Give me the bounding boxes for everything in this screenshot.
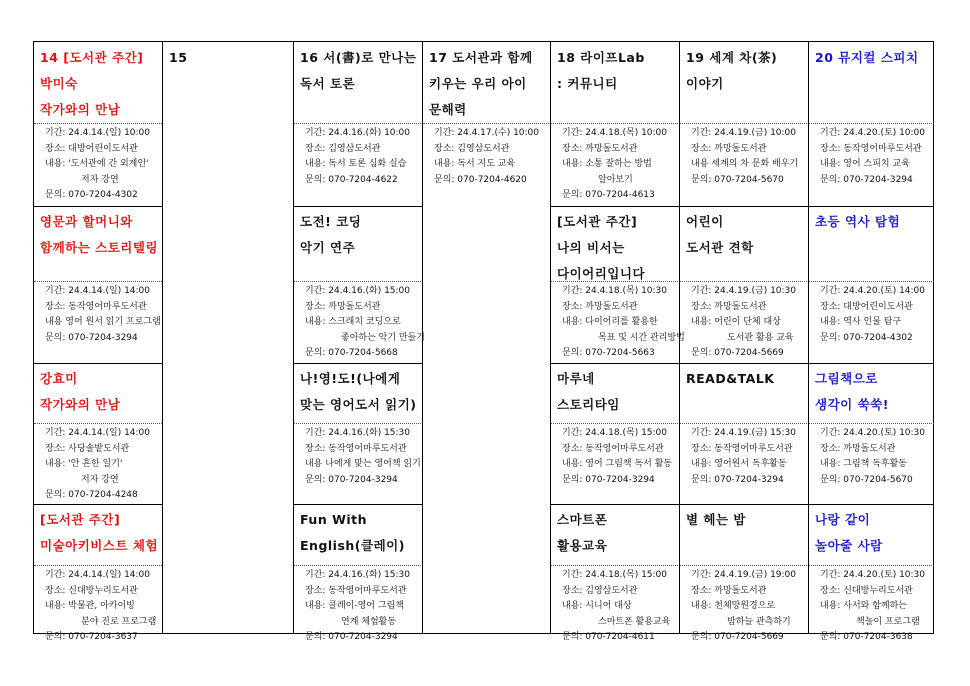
- event-title: [680, 363, 809, 392]
- event-title: [809, 206, 934, 235]
- event-title-line: 영문과 할머니와: [40, 214, 133, 229]
- event-detail-line: 문의: 070-7204-4622: [305, 174, 398, 185]
- event-detail-line: 내용: '도서관에 간 외계인': [45, 159, 149, 169]
- event-title-line: [도서관 주간]: [40, 512, 121, 527]
- event-detail-line: 기간: 24.4.18.(목) 10:30: [562, 286, 668, 296]
- event-detail-line: 기간: 24.4.20.(토) 10:30: [820, 570, 926, 580]
- event-detail-line: 문의: 070-7204-4302: [820, 332, 913, 343]
- event-detail-line: 기간: 24.4.18.(목) 15:00: [562, 428, 668, 438]
- event-detail-line: 내용 영어 원서 읽기 프로그램: [45, 317, 161, 327]
- event-title: [294, 504, 423, 559]
- event-details: [809, 123, 934, 206]
- event-detail-line: 내용: 역사 인물 탐구: [820, 317, 902, 327]
- event-title-line: 스토리타임: [557, 397, 620, 412]
- event-detail-line: 장소: 동작영어마루도서관: [45, 301, 147, 312]
- event-title: [294, 206, 423, 261]
- event-detail-line: 문의: 070-7204-3638: [820, 632, 913, 642]
- event-title-line: 함께하는 스토리텔링: [40, 240, 159, 255]
- event-title: [34, 206, 162, 261]
- event-title: [680, 42, 809, 97]
- day-column-tue: [293, 42, 425, 642]
- event-detail-line: 장소: 동작영어마루도서관: [820, 143, 922, 154]
- event-title: [34, 42, 162, 123]
- event-title-line: Fun With: [300, 512, 368, 527]
- event-detail-line: 문의: 070-7204-3294: [45, 332, 138, 343]
- event-details: [680, 423, 809, 504]
- event-title-line: 14 [도서관 주간]: [40, 50, 144, 65]
- day-column-fri: [679, 42, 809, 642]
- event-detail-line: 책놀이 프로그램: [856, 616, 920, 627]
- event-detail-line: 내용: 독서 지도 교육: [434, 159, 516, 169]
- event-title-line: 작가와의 만남: [40, 397, 121, 412]
- event-detail-line: 내용 세계의 차 문화 배우기: [691, 159, 799, 169]
- event-detail-line: 장소: 까망돌도서관: [562, 301, 638, 312]
- event-detail-line: 문의: 070-7204-5669: [691, 348, 784, 358]
- event-detail-line: 문의: 070-7204-3637: [45, 632, 138, 642]
- event-detail-line: 장소: 김영삼도서관: [562, 585, 638, 596]
- event-title-line: 초등 역사 탐험: [815, 214, 901, 229]
- event-detail-line: 문의: 070-7204-4248: [45, 490, 138, 500]
- event-title: [551, 206, 680, 287]
- event-detail-line: 문의: 070-7204-3294: [691, 474, 784, 485]
- event-title-line: 미술아키비스트 체험: [40, 538, 159, 553]
- event-detail-line: 장소: 동작영어마루도서관: [305, 443, 407, 454]
- event-title-line: 맞는 영어도서 읽기): [300, 397, 417, 412]
- event-detail-line: 내용: 영어 스피치 교육: [820, 159, 910, 169]
- event-detail-line: 기간: 24.4.16.(화) 15:00: [305, 286, 411, 296]
- event-title-line: 키우는 우리 아이: [429, 76, 527, 91]
- event-detail-line: 내용: 시니어 대상: [562, 601, 632, 611]
- event-detail-line: 기간: 24.4.20.(토) 10:00: [820, 128, 926, 138]
- event-detail-line: 내용: 천체망원경으로: [691, 601, 776, 611]
- event-detail-line: 기간: 24.4.14.(일) 14:00: [45, 570, 151, 580]
- event-title-line: 독서 토론: [300, 76, 356, 91]
- event-detail-line: 내용: 클레이-영어 그림책: [305, 601, 404, 611]
- event-title-line: 문해력: [429, 102, 467, 117]
- event-title-line: 놀아줄 사람: [815, 538, 883, 553]
- event-detail-line: 기간: 24.4.20.(토) 10:30: [820, 428, 926, 438]
- event-title: [423, 42, 551, 123]
- event-detail-line: 장소: 동작영어마루도서관: [691, 443, 793, 454]
- event-detail-line: 문의: 070-7204-5663: [562, 348, 655, 358]
- event-detail-line: 연계 체험활동: [341, 616, 397, 627]
- event-detail-line: 장소: 김영삼도서관: [305, 143, 381, 154]
- event-title-line: 19 세계 차(茶): [686, 50, 778, 65]
- event-detail-line: 장소: 김영삼도서관: [434, 143, 510, 154]
- event-details: [34, 565, 162, 642]
- day-column-thu: [550, 42, 685, 642]
- event-title-line: 박미숙: [40, 76, 78, 91]
- event-detail-line: 장소: 대방어린이도서관: [45, 143, 138, 154]
- day-column-mon: [162, 42, 294, 633]
- event-detail-line: 목표 및 시간 관리방법: [598, 332, 685, 343]
- event-detail-line: 문의: 070-7204-3294: [305, 632, 398, 642]
- event-title-line: 마루네: [557, 371, 595, 386]
- event-details: [34, 423, 162, 504]
- event-detail-line: 기간: 24.4.14.(일) 10:00: [45, 128, 151, 138]
- day-column-sat: [808, 42, 934, 642]
- event-detail-line: 밤하늘 관측하기: [727, 616, 791, 627]
- event-title: [680, 206, 809, 261]
- event-detail-line: 문의: 070-7204-4611: [562, 632, 655, 642]
- event-title-line: 악기 연주: [300, 240, 356, 255]
- event-title-line: 16 서(書)로 만나는: [300, 50, 417, 65]
- event-detail-line: 기간: 24.4.19.(금) 10:00: [691, 128, 797, 138]
- event-detail-line: 내용: 그림책 독후활동: [820, 459, 908, 469]
- event-title: [34, 363, 162, 418]
- event-detail-line: 장소: 까망돌도서관: [691, 585, 767, 596]
- event-details: [34, 123, 162, 206]
- event-detail-line: 장소: 까망돌도서관: [691, 143, 767, 154]
- event-detail-line: 장소: 신대방누리도서관: [45, 585, 138, 596]
- event-details: [680, 565, 809, 642]
- event-title-line: 나!영!도!(나에게: [300, 371, 401, 386]
- event-detail-line: 저자 강연: [81, 474, 119, 485]
- event-detail-line: 기간: 24.4.18.(목) 15:00: [562, 570, 668, 580]
- event-details: [551, 281, 685, 363]
- event-details: [551, 565, 680, 642]
- event-detail-line: 기간: 24.4.18.(목) 10:00: [562, 128, 668, 138]
- event-detail-line: 문의: 070-7204-3294: [820, 174, 913, 185]
- event-title-line: 강효미: [40, 371, 78, 386]
- event-title-line: 나랑 같이: [815, 512, 871, 527]
- event-title-line: 그림책으로: [815, 371, 878, 386]
- event-detail-line: 기간: 24.4.14.(일) 14:00: [45, 286, 151, 296]
- event-details: [551, 423, 680, 504]
- event-title-line: 생각이 쑥쑥!: [815, 397, 889, 412]
- event-detail-line: 내용: 다이어리를 활용한: [562, 317, 658, 327]
- event-detail-line: 기간: 24.4.19.(금) 10:30: [691, 286, 797, 296]
- event-detail-line: 기간: 24.4.16.(화) 15:30: [305, 570, 411, 580]
- event-detail-line: 장소: 까망돌도서관: [691, 301, 767, 312]
- event-detail-line: 장소: 까망돌도서관: [305, 301, 381, 312]
- event-details: [680, 281, 809, 363]
- event-detail-line: 기간: 24.4.16.(화) 15:30: [305, 428, 411, 438]
- day-column-sun: [34, 42, 162, 642]
- event-detail-line: 내용: '안 흔한 일기': [45, 459, 123, 469]
- event-details: [551, 123, 680, 206]
- event-title: [809, 42, 934, 71]
- event-detail-line: 내용: 독서 토론 심화 실습: [305, 159, 407, 169]
- event-title-line: 활용교육: [557, 538, 608, 553]
- event-title-line: English(클레이): [300, 538, 405, 553]
- event-title: [680, 504, 809, 533]
- event-title-line: 어린이: [686, 214, 724, 229]
- event-details: [294, 123, 423, 206]
- event-detail-line: 문의: 070-7204-3294: [305, 474, 398, 485]
- event-detail-line: 기간: 24.4.17.(수) 10:00: [434, 128, 540, 138]
- event-title-line: 도전! 코딩: [300, 214, 362, 229]
- event-detail-line: 문의: 070-7204-4620: [434, 174, 527, 185]
- event-title: [551, 42, 680, 97]
- event-details: [34, 281, 162, 363]
- event-detail-line: 장소: 동작영어마루도서관: [305, 585, 407, 596]
- event-detail-line: 문의: 070-7204-3294: [562, 474, 655, 485]
- event-details: [809, 565, 934, 642]
- event-detail-line: 내용: 소통 잘하는 방법: [562, 159, 652, 169]
- event-title: [551, 363, 680, 418]
- event-detail-line: 장소: 사당솔밭도서관: [45, 443, 130, 454]
- event-detail-line: 내용: 박물관, 아카이빙: [45, 601, 135, 611]
- event-detail-line: 내용 나에게 맞는 영어책 읽기: [305, 459, 421, 469]
- event-details: [294, 565, 423, 642]
- event-title-line: 별 헤는 밤: [686, 512, 747, 527]
- event-detail-line: 장소: 대방어린이도서관: [820, 301, 913, 312]
- event-details: [809, 281, 934, 363]
- event-detail-line: 기간: 24.4.19.(금) 15:30: [691, 428, 797, 438]
- event-title-line: 이야기: [686, 76, 724, 91]
- event-detail-line: 문의: 070-7204-4302: [45, 190, 138, 200]
- event-title-line: [도서관 주간]: [557, 214, 638, 229]
- event-detail-line: 내용: 어린이 단체 대상: [691, 317, 781, 327]
- event-detail-line: 문의: 070-7204-4613: [562, 190, 655, 200]
- event-title-line: 작가와의 만남: [40, 102, 121, 117]
- event-title: [294, 42, 423, 97]
- event-calendar: [33, 41, 934, 642]
- event-detail-line: 도서관 활용 교육: [727, 332, 794, 343]
- event-title-line: : 커뮤니티: [557, 76, 618, 91]
- event-detail-line: 장소: 신대방누리도서관: [820, 585, 913, 596]
- event-title-line: 도서관 견학: [686, 240, 754, 255]
- event-detail-line: 문의: 070-7204-5669: [691, 632, 784, 642]
- event-detail-line: 스마트폰 활용교육: [598, 616, 671, 627]
- event-detail-line: 문의: 070-7204-5670: [691, 174, 784, 185]
- event-title-line: 18 라이프Lab: [557, 50, 645, 65]
- event-title: [551, 504, 680, 559]
- event-details: [294, 423, 423, 504]
- event-title-line: 나의 비서는: [557, 240, 625, 255]
- event-title: [809, 504, 934, 559]
- event-title: [163, 42, 294, 71]
- event-detail-line: 분야 진로 프로그램: [81, 616, 157, 627]
- event-detail-line: 내용: 스크래치 코딩으로: [305, 317, 401, 327]
- event-detail-line: 장소: 까망돌도서관: [562, 143, 638, 154]
- event-details: [423, 123, 551, 206]
- event-detail-line: 기간: 24.4.19.(금) 19:00: [691, 570, 797, 580]
- event-detail-line: 기간: 24.4.14.(일) 14:00: [45, 428, 151, 438]
- event-details: [809, 423, 934, 504]
- event-title-line: 스마트폰: [557, 512, 608, 527]
- event-title-line: 17 도서관과 함께: [429, 50, 533, 65]
- event-title-line: READ&TALK: [686, 371, 775, 386]
- event-title: [809, 363, 934, 418]
- event-title-line: 20 뮤지컬 스피치: [815, 50, 919, 65]
- event-detail-line: 장소: 동작영어마루도서관: [562, 443, 664, 454]
- event-title-line: 다이어리입니다: [557, 266, 646, 281]
- event-detail-line: 문의: 070-7204-5670: [820, 474, 913, 485]
- event-detail-line: 내용: 영어원서 독후활동: [691, 459, 787, 469]
- event-detail-line: 장소: 까망돌도서관: [820, 443, 896, 454]
- event-detail-line: 기간: 24.4.20.(토) 14:00: [820, 286, 926, 296]
- event-detail-line: 문의: 070-7204-5668: [305, 348, 398, 358]
- event-detail-line: 내용: 사서와 함께하는: [820, 601, 908, 611]
- event-detail-line: 기간: 24.4.16.(화) 10:00: [305, 128, 411, 138]
- event-title-line: 15: [169, 50, 188, 65]
- event-detail-line: 좋아하는 악기 만들기: [341, 332, 425, 343]
- event-detail-line: 내용: 영어 그림책 독서 활동: [562, 459, 673, 469]
- event-details: [680, 123, 809, 206]
- event-detail-line: 알아보기: [598, 174, 633, 185]
- day-column-wed: [422, 42, 551, 633]
- event-details: [294, 281, 423, 363]
- event-detail-line: 저자 강연: [81, 174, 119, 185]
- event-title: [34, 504, 162, 559]
- event-title: [294, 363, 423, 418]
